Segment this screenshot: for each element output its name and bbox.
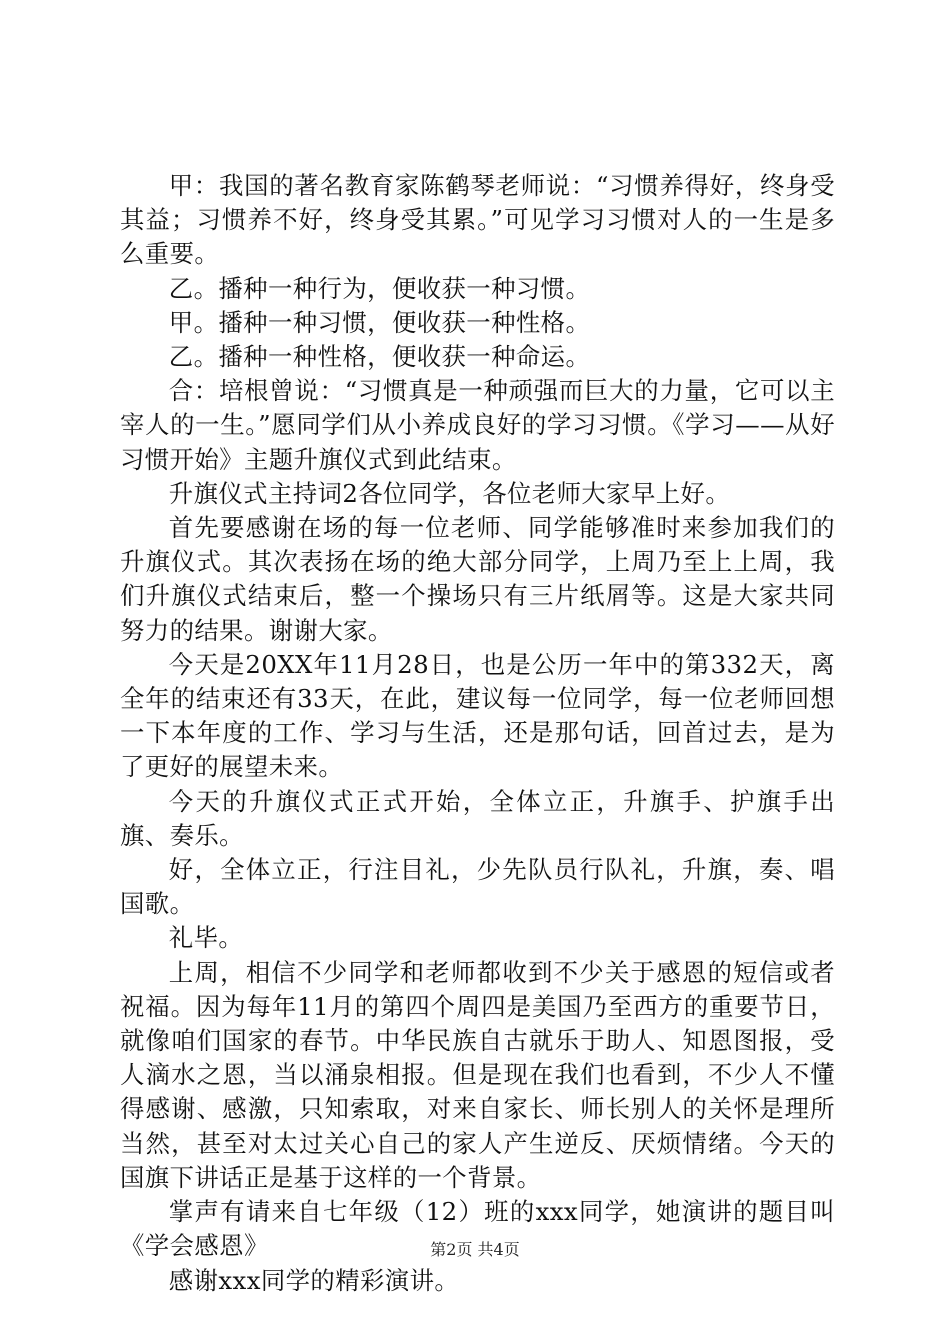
paragraph-1: 甲：我国的著名教育家陈鹤琴老师说：“习惯养得好，终身受其益；习惯养不好，终身受其累。”可见学习习惯对人的一生是多么重要。 — [120, 171, 835, 269]
paragraph-10: 好，全体立正，行注目礼，少先队员行队礼，升旗，奏、唱国歌。 — [120, 855, 835, 919]
paragraph-2: 乙。播种一种行为，便收获一种习惯。 — [168, 273, 591, 303]
page-footer — [0, 1237, 950, 1260]
paragraph-14: 感谢xxx同学的精彩演讲。 — [168, 1265, 460, 1295]
page-number-label: 第2页 共4页 — [430, 1240, 520, 1259]
paragraph-8: 今天是20XX年11月28日，也是公历一年中的第332天，离全年的结束还有33天，在此，建议每一位同学，每一位老师回想一下本年度的工作、学习与生活，还是那句话，回首过去，是为了更好的展望未来。 — [120, 649, 835, 782]
paragraph-3: 甲。播种一种习惯，便收获一种性格。 — [168, 307, 591, 337]
paragraph-13: 掌声有请来自七年级（12）班的xxx同学，她演讲的题目叫《学会感恩》 — [120, 1197, 835, 1261]
paragraph-7: 首先要感谢在场的每一位老师、同学能够准时来参加我们的升旗仪式。其次表扬在场的绝大部分同学，上周乃至上上周，我们升旗仪式结束后，整一个操场只有三片纸屑等。这是大家共同努力的结果。谢谢大家。 — [120, 513, 835, 645]
paragraph-5: 合：培根曾说：“习惯真是一种顽强而巨大的力量，它可以主宰人的一生。”愿同学们从小养成良好的学习习惯。《学习——从好习惯开始》主题升旗仪式到此结束。 — [120, 376, 835, 474]
paragraph-12: 上周，相信不少同学和老师都收到不少关于感恩的短信或者祝福。因为每年11月的第四个周四是美国乃至西方的重要节日，就像咱们国家的春节。中华民族自古就乐于助人、知恩图报，受人滴水之恩，当以涌泉相报。但是现在我们也看到，不少人不懂得感谢、感激，只知索取，对来自家长、师长别人的关怀是理所当然，甚至对太过关心自己的家人产生逆反、厌烦情绪。今天的国旗下讲话正是基于这样的一个背景。 — [120, 957, 835, 1192]
paragraph-6: 升旗仪式主持词2各位同学，各位老师大家早上好。 — [168, 478, 731, 508]
paragraph-9: 今天的升旗仪式正式开始，全体立正，升旗手、护旗手出旗、奏乐。 — [120, 786, 835, 850]
paragraph-4: 乙。播种一种性格，便收获一种命运。 — [168, 342, 591, 372]
paragraph-11: 礼毕。 — [168, 923, 244, 953]
document-body — [120, 169, 835, 1298]
